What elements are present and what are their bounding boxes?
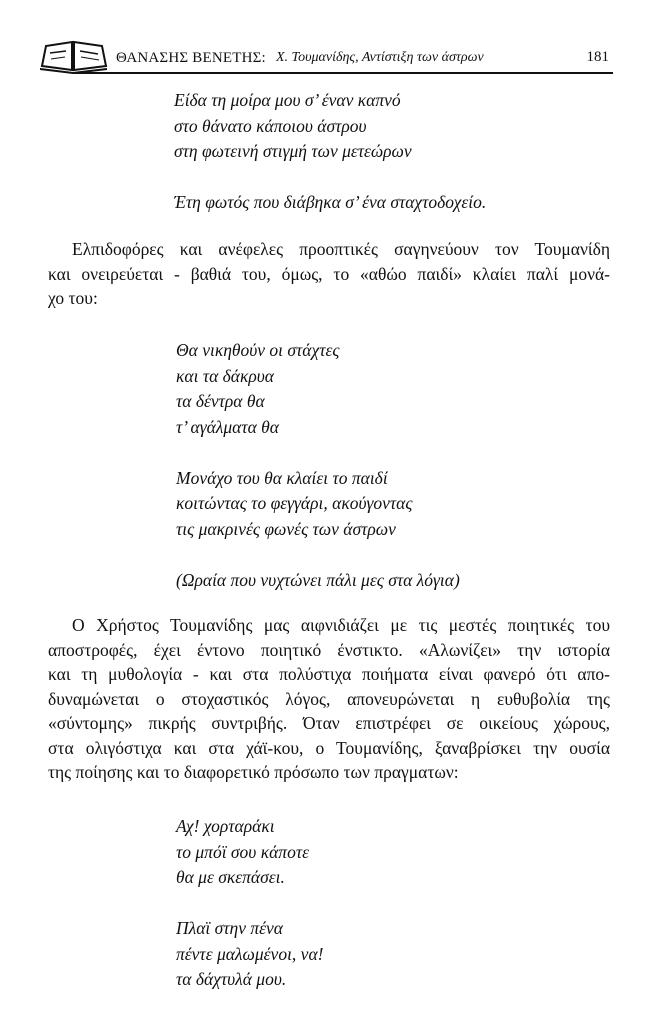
poem-line: Αχ! χορταράκι [176,816,275,836]
running-header [38,32,613,76]
poem-line: και τα δάκρυα [176,365,274,386]
poem-line: τ’ αγάλματα θα [176,416,279,437]
paragraph-line: αποστροφές, έχει έντονο ποιητικό ένστικτο. «Αλωνίζει» την ιστορία [48,639,610,660]
poem-line: Θα νικηθούν οι στάχτες [176,340,340,360]
header-title: Χ. Τουμανίδης, Αντίστιξη των άστρων [276,50,484,65]
poem-line: τα δάχτυλά μου. [176,969,287,989]
poem-line: Πλαϊ στην πένα [176,918,283,938]
open-book-logo-icon [38,36,108,74]
poem-excerpt-2 [176,338,460,593]
poem-line: το μπόϊ σου κάποτε [176,841,309,862]
poem-line: τις μακρινές φωνές των άστρων [176,518,396,539]
paragraph-1 [48,237,610,311]
poem-line: θα με σκεπάσει. [176,867,285,887]
paragraph-line: χο του: [48,288,98,308]
poem-excerpt-1 [174,88,486,216]
paragraph-line: και τη μυθολογία - και στα πολύστιχα ποιήματα είναι φανερό ότι απο- [48,664,610,684]
poem-excerpt-3 [176,814,323,993]
paragraph-line: Ελπιδοφόρες και ανέφελες προοπτικές σαγηνεύουν τον Τουμανίδη [72,239,610,259]
paragraph-line: δυναμώνεται ο στοχαστικός λόγος, απονευρώνεται η ευθυβολία της [48,688,610,709]
paragraph-line: και ονειρεύεται - βαθιά του, όμως, το «αθώο παιδί» κλαίει παλί μονά- [48,263,610,284]
poem-line: στο θάνατο κάποιου άστρου [174,115,367,136]
poem-line: στη φωτεινή στιγμή των μετεώρων [174,141,412,161]
poem-line: Έτη φωτός που διάβηκα σ’ ένα σταχτοδοχείο. [174,192,487,212]
paragraph-line: της ποίησης και το διαφορετικό πρόσωπο των πραγματων: [48,762,459,782]
poem-line: (Ωραία που νυχτώνει πάλι μες στα λόγια) [176,569,460,590]
paragraph-line: «σύντομης» πικρής συντριβής. Όταν επιστρέφει σε οικείους χώρους, [48,713,610,733]
poem-line: τα δέντρα θα [176,391,265,411]
poem-line: πέντε μαλωμένοι, να! [176,943,324,964]
header-rule [74,72,613,74]
page-number: 181 [586,49,609,65]
poem-line: κοιτώντας το φεγγάρι, ακούγοντας [176,493,413,513]
poem-line: Είδα τη μοίρα μου σ’ έναν καπνό [174,90,401,110]
paragraph-line: στα ολιγόστιχα και στα χάϊ-κου, ο Τουμανίδης, ξαναβρίσκει την ουσία [48,737,610,758]
header-author: ΘΑΝΑΣΗΣ ΒΕΝΕΤΗΣ: [116,50,266,66]
paragraph-line: Ο Χρήστος Τουμανίδης μας αιφνιδιάζει με τις μεστές ποιητικές του [72,615,610,635]
poem-line: Μονάχο του θα κλαίει το παιδί [176,467,388,488]
paragraph-2 [48,613,610,785]
